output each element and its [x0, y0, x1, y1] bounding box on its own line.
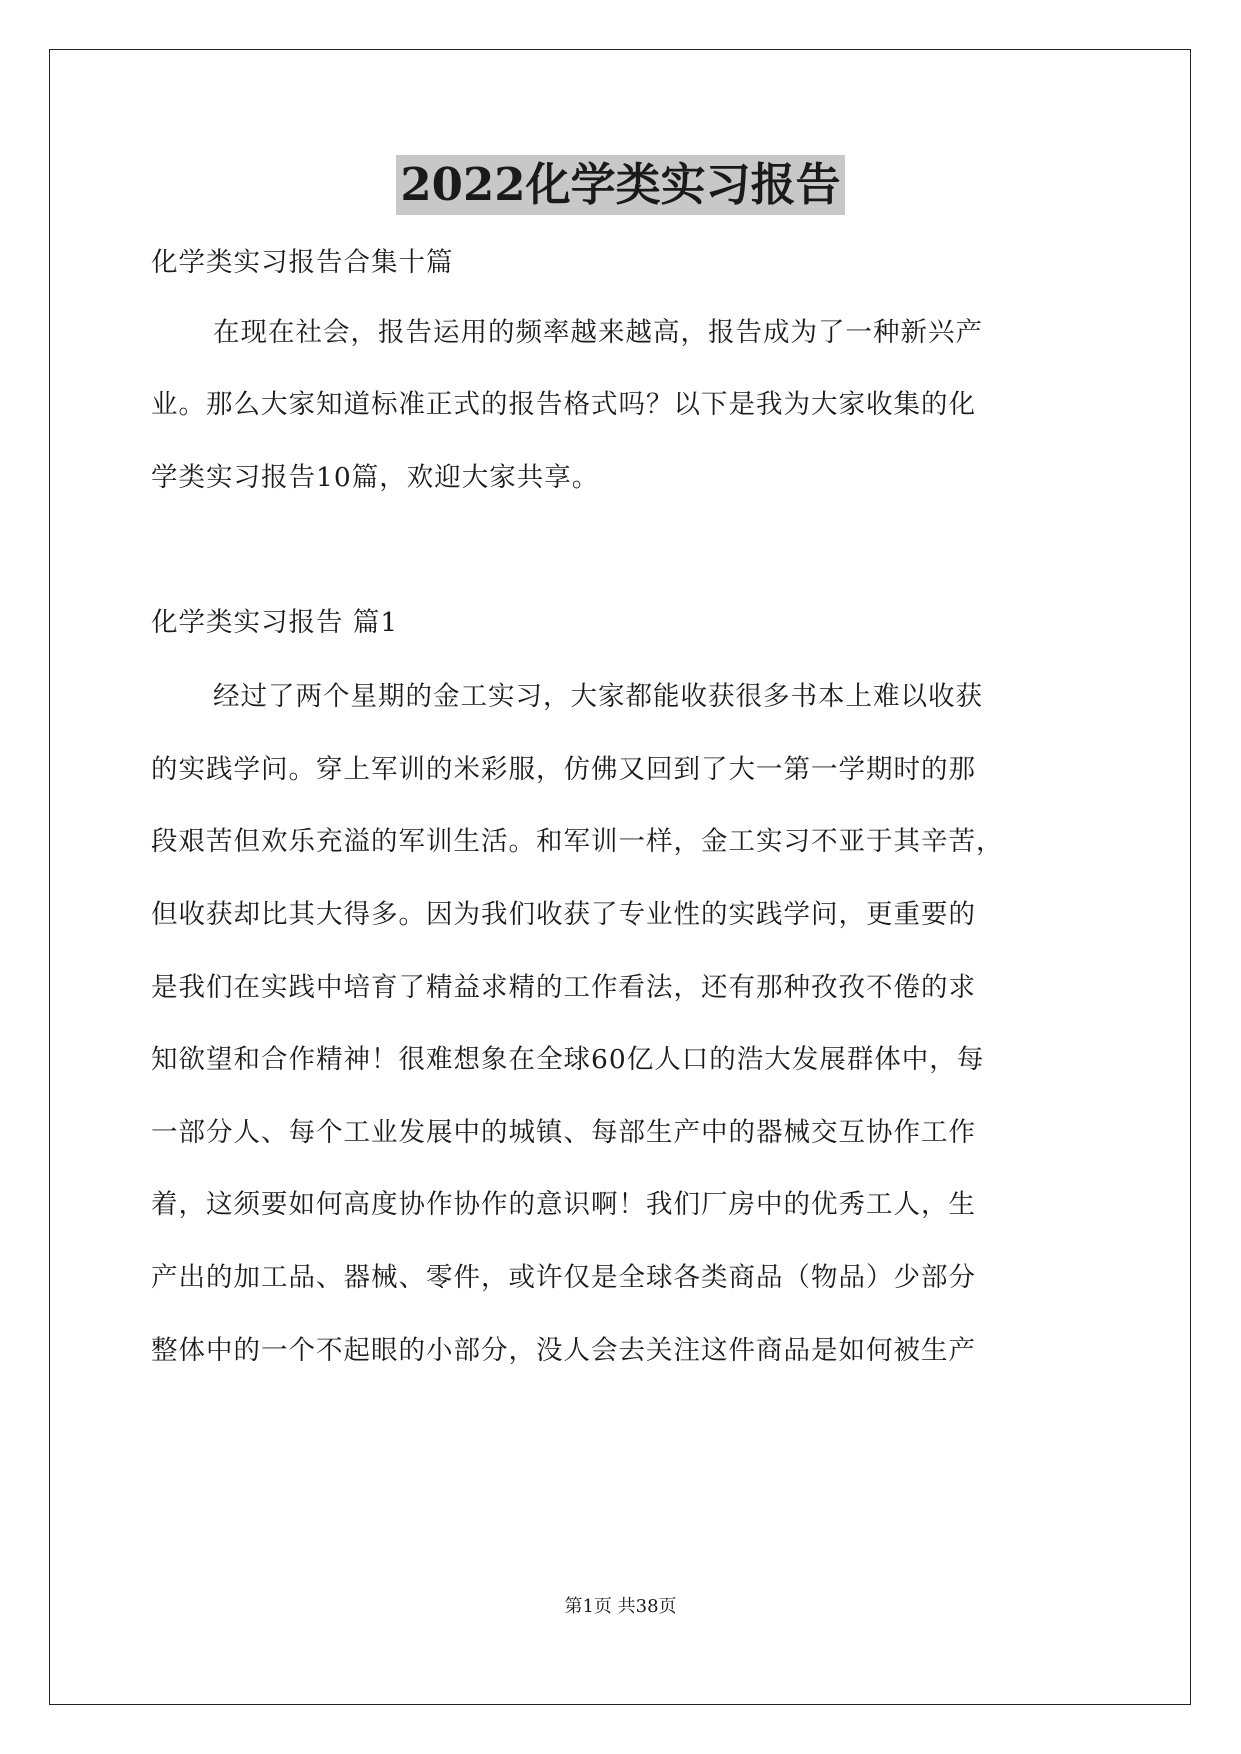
- body-line: 产出的加工品、器械、零件，或许仅是全球各类商品（物品）少部分: [151, 1262, 976, 1293]
- intro-line: 在现在社会，报告运用的频率越来越高，报告成为了一种新兴产: [213, 317, 983, 348]
- page-footer: 第1页 共38页: [564, 1596, 677, 1617]
- intro-line: 学类实习报告10篇，欢迎大家共享。: [151, 462, 600, 493]
- intro-line: 业。那么大家知道标准正式的报告格式吗？以下是我为大家收集的化: [151, 389, 976, 420]
- body-line: 一部分人、每个工业发展中的城镇、每部生产中的器械交互协作工作: [151, 1117, 976, 1148]
- body-line: 是我们在实践中培育了精益求精的工作看法，还有那种孜孜不倦的求: [151, 972, 976, 1003]
- document-title: 2022化学类实习报告: [396, 155, 844, 215]
- body-line: 整体中的一个不起眼的小部分，没人会去关注这件商品是如何被生产: [151, 1335, 976, 1366]
- page-border: [49, 49, 1191, 1705]
- body-line: 着，这须要如何高度协作协作的意识啊！我们厂房中的优秀工人，生: [151, 1189, 976, 1220]
- subtitle: 化学类实习报告合集十篇: [151, 247, 454, 278]
- body-line: 经过了两个星期的金工实习，大家都能收获很多书本上难以收获: [213, 681, 983, 712]
- body-line: 段艰苦但欢乐充溢的军训生活。和军训一样，金工实习不亚于其辛苦，: [151, 826, 1004, 857]
- body-line: 知欲望和合作精神！很难想象在全球60亿人口的浩大发展群体中，每: [151, 1044, 985, 1075]
- section-heading: 化学类实习报告 篇1: [151, 607, 399, 638]
- body-line: 的实践学问。穿上军训的米彩服，仿佛又回到了大一第一学期时的那: [151, 754, 976, 785]
- body-line: 但收获却比其大得多。因为我们收获了专业性的实践学问，更重要的: [151, 899, 976, 930]
- title-container: [0, 155, 1241, 215]
